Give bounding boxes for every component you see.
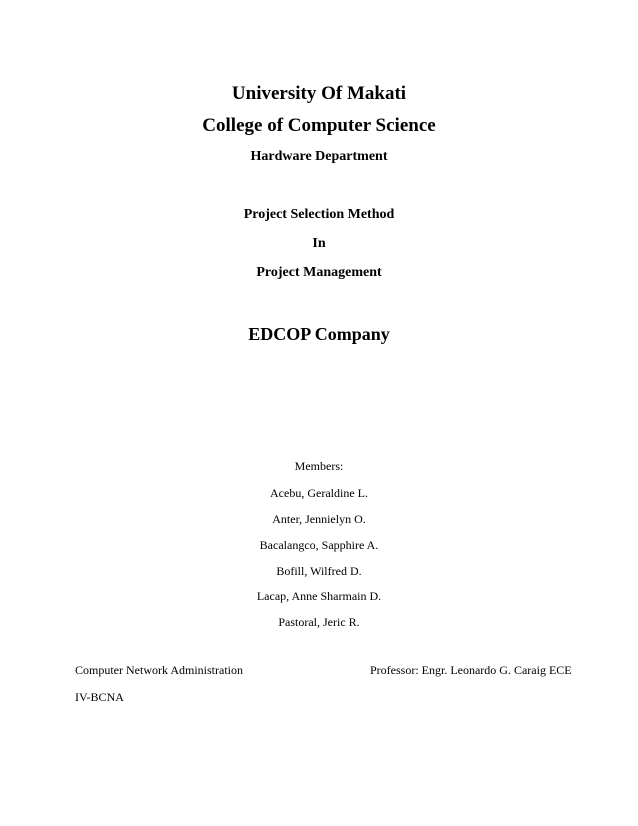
university-name: University Of Makati bbox=[231, 83, 407, 104]
member-name: Bofill, Wilfred D. bbox=[276, 564, 362, 578]
course-name: Computer Network Administration bbox=[75, 663, 243, 677]
project-title-line1: Project Selection Method bbox=[243, 207, 395, 222]
department-name: Hardware Department bbox=[250, 149, 388, 164]
member-name: Bacalangco, Sapphire A. bbox=[259, 538, 379, 552]
member-name: Acebu, Geraldine L. bbox=[270, 486, 368, 500]
member-name: Lacap, Anne Sharmain D. bbox=[256, 589, 382, 603]
members-heading: Members: bbox=[294, 459, 344, 473]
member-name: Anter, Jennielyn O. bbox=[272, 512, 366, 526]
member-name: Pastoral, Jeric R. bbox=[278, 615, 360, 629]
college-name: College of Computer Science bbox=[202, 115, 436, 136]
professor-name: Professor: Engr. Leonardo G. Caraig ECE bbox=[370, 663, 572, 677]
project-title-line2: In bbox=[312, 236, 326, 251]
company-name: EDCOP Company bbox=[248, 324, 390, 344]
section-name: IV-BCNA bbox=[75, 690, 124, 704]
project-title-line3: Project Management bbox=[256, 265, 382, 280]
